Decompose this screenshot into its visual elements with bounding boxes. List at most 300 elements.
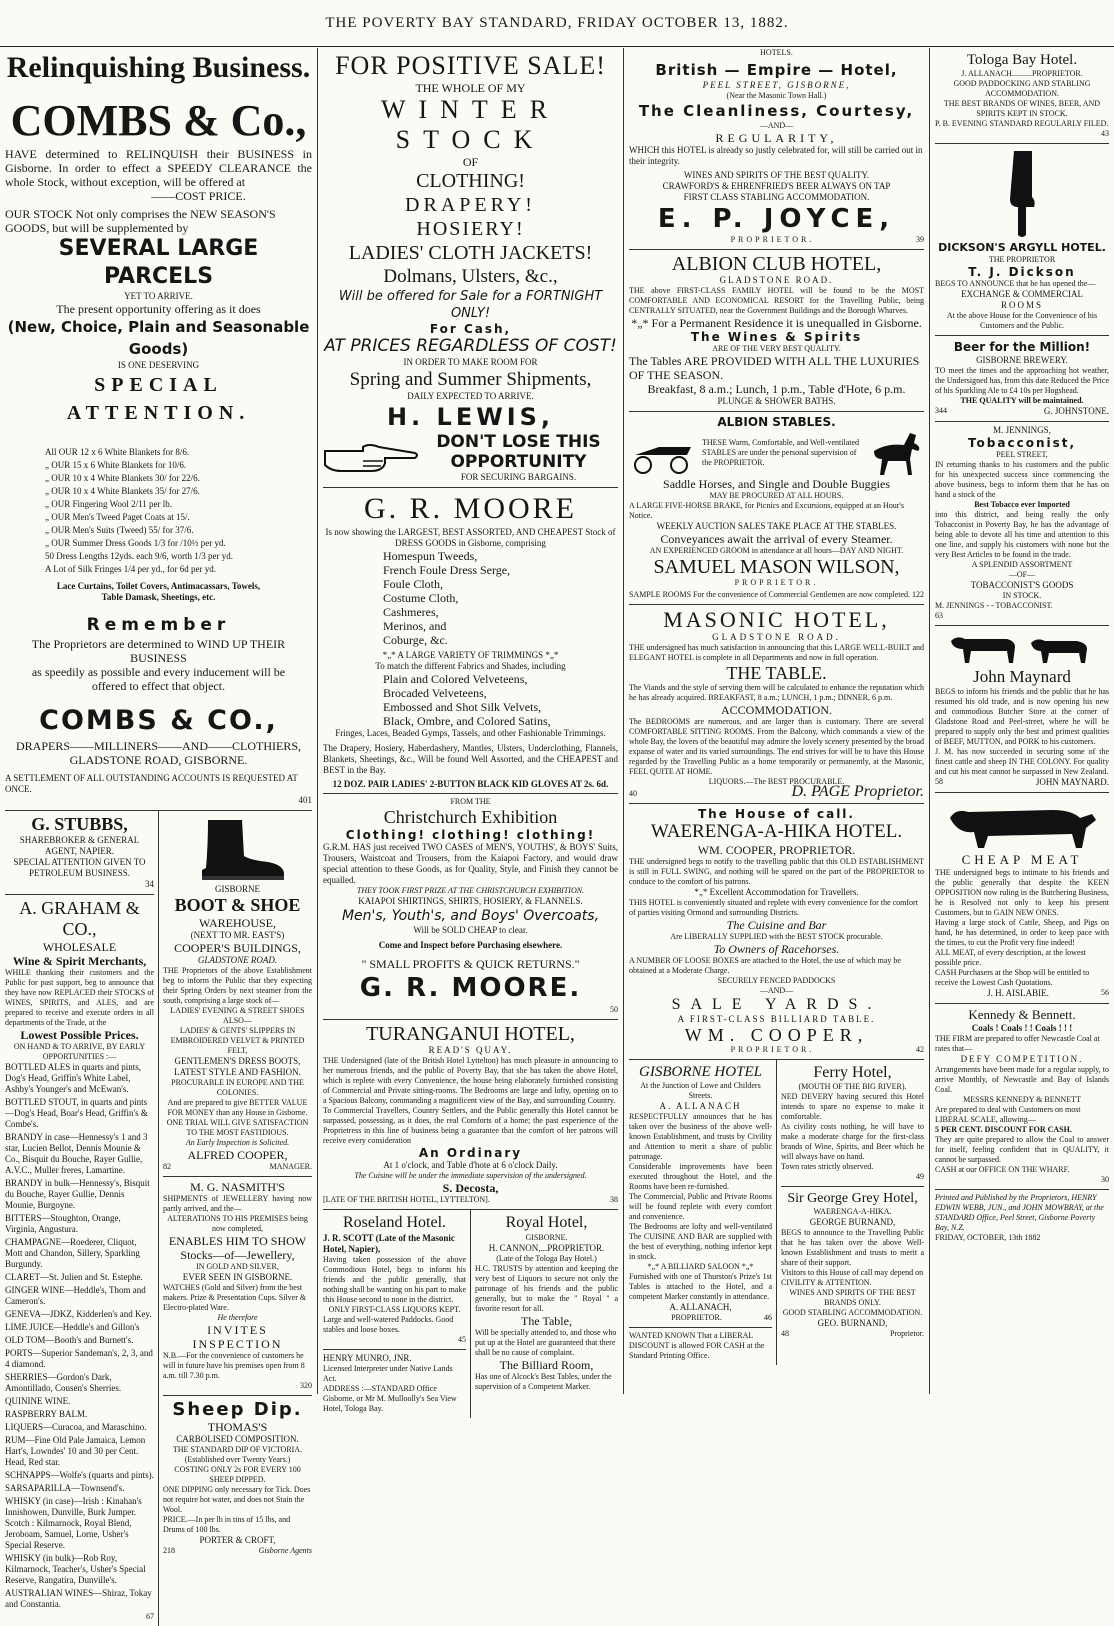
good-item: Foule Cloth,: [383, 577, 444, 591]
stables-conv: Conveyances await the arrival of every Steamer.: [660, 532, 893, 546]
ad-number: 40: [629, 789, 637, 798]
price-item: „ OUR Men's Suits (Tweed) 55/ for 37/6.: [45, 525, 194, 535]
lowest-prices: Lowest Possible Prices.: [20, 1028, 139, 1042]
cattle-icon: [947, 631, 1097, 665]
turanganui-cuisine: The Cuisine will be under the immediate supervision of the undersigned.: [354, 1171, 587, 1180]
column-1-lower: [5, 811, 312, 1626]
present-opportunity: The present opportunity offering as it does: [56, 302, 261, 316]
waerenga-supplied: Are LIBERALLY SUPPLIED with the BEST STOCK procurable.: [670, 932, 883, 941]
gisborne-name: A. ALLANACH: [659, 1101, 742, 1111]
kennedy-messrs: MESSRS KENNEDY & BENNETT: [963, 1095, 1081, 1104]
stables-body: THESE Warm, Comfortable, and Well-ventilated STABLES are under the personal supervision of the PROPRIETOR.: [702, 438, 860, 467]
sale-clothing: CLOTHING!: [416, 170, 525, 192]
munro-addr: ADDRESS :—STANDARD Office Gisborne, or Mr M. Mulloolly's Sea View Hotel, Tologa Bay.: [323, 1384, 457, 1413]
carriage-icon: [629, 431, 699, 475]
stubbs-note: SPECIAL ATTENTION GIVEN TO PETROLEUM BUSINESS.: [13, 857, 146, 878]
nasmith-gold: IN GOLD AND SILVER,: [196, 1262, 279, 1271]
price-item: „ OUR 15 x 6 White Blankets for 10/6.: [45, 460, 187, 470]
new-choice: (New, Choice, Plain and Seasonable Goods): [7, 318, 310, 358]
jennings-street: PEEL STREET,: [996, 450, 1048, 459]
ad-number: 401: [298, 795, 312, 805]
british-prop: E. P. JOYCE,: [657, 204, 896, 234]
sheep-sig: PORTER & CROFT,: [199, 1535, 276, 1545]
sale-dolmans: Dolmans, Ulsters, &c.,: [383, 266, 558, 287]
gisborne-title: GISBORNE HOTEL: [639, 1064, 762, 1080]
masonic-title: MASONIC HOTEL,: [663, 607, 890, 632]
ad-number: 320: [300, 1381, 312, 1390]
masonic-table-body: The Viands and the style of serving them will be calculated to enhance the reputation which he has already acquired. BREAKFAST, 8 a.m.; LUNCH, 1 p.m.; DINNER, 6 p.m.: [629, 683, 924, 702]
moore-variety: *„* A LARGE VARIETY OF TRIMMINGS *„*: [382, 650, 559, 660]
sheep-cost: COSTING ONLY 2s FOR EVERY 100 SHEEP DIPPED.: [174, 1465, 301, 1484]
jennings-advert: [935, 422, 1109, 626]
wind-up: as speedily as possible and every inducement will be: [31, 665, 286, 679]
cost-price: ——COST PRICE.: [151, 189, 246, 203]
kennedy-defy: DEFY COMPETITION.: [960, 1054, 1084, 1064]
wine-item: BRANDY in case—Hennessy's 1 and 3 star, Lucien Bellot, Dennis Mounie & Co., Bisquit du Bouche, Rayer Gullie, A.V.C., Muller freres, Lamartine.: [5, 1132, 148, 1175]
firm-name: COMBS & Co.,: [10, 96, 307, 145]
cheap-body-3: ALL MEAT, of every description, at the lowest possible price.: [935, 948, 1086, 967]
sheep-sub: CARBOLISED COMPOSITION.: [176, 1434, 299, 1444]
british-clean: The Cleanliness, Courtesy,: [638, 102, 915, 120]
waerenga-advert: [629, 804, 924, 1060]
roseland-title: Roseland Hotel.: [342, 1214, 447, 1231]
moore-kaiapoi: KAIAPOI SHIRTINGS, SHIRTS, HOSIERY, & FLANNELS.: [358, 896, 583, 906]
tologa-title: Tologa Bay Hotel.: [966, 52, 1078, 68]
dickson-name: T. J. Dickson: [968, 265, 1076, 279]
waerenga-title: WAERENGA-A-HIKA HOTEL.: [650, 821, 903, 842]
cheap-title: CHEAP MEAT: [961, 852, 1083, 867]
wine-item: RUM—Fine Old Pale Jamaica, Lemon Hart's, Lowndes' 10 and 30 per Cent. Head, Red star.: [5, 1435, 146, 1467]
good-item: Plain and Colored Velveteens,: [383, 672, 528, 686]
wine-item: SHERRIES—Gordon's Dark, Amontillado, Cousen's Sherries.: [5, 1372, 122, 1393]
nasmith-stocks: Stocks—of—Jewellery,: [180, 1248, 295, 1262]
waerenga-fenced: SECURELY FENCED PADDOCKS: [717, 976, 836, 985]
ad-number: 50: [610, 1005, 618, 1014]
our-stock: OUR STOCK Not only comprises the NEW SEASON'S GOODS, but will be supplemented by: [5, 207, 276, 235]
moore-cheap: Will be SOLD CHEAP to clear.: [413, 925, 528, 935]
cheap-body-2: Having a large stock of Cattle, Sheep, and Pigs on hand, he has determined, in order to keep pace with the times, to cut the Profit very fine indeed!: [935, 918, 1109, 947]
british-wines: WINES AND SPIRITS OF THE BEST QUALITY.: [683, 170, 870, 180]
cheap-sig: J. H. AISLABIE.: [987, 988, 1049, 998]
kennedy-body: THE FIRM are prepared to offer Newcastle Coal at rates that—: [935, 1034, 1100, 1053]
ad-number: 218: [163, 1546, 175, 1555]
ferry-mouth: (MOUTH OF THE BIG RIVER).: [798, 1082, 907, 1091]
sale-title: FOR POSITIVE SALE!: [335, 51, 606, 80]
good-item: Black, Ombre, and Colored Satins,: [383, 714, 551, 728]
stables-may: MAY BE PROCURED AT ALL HOURS.: [709, 491, 844, 500]
albion-club-advert: [629, 250, 924, 412]
good-item: Embossed and Shot Silk Velvets,: [383, 700, 542, 714]
moore-goods: [323, 549, 618, 647]
ferry-body-3: Town rates strictly observed.: [781, 1162, 874, 1171]
price-item: „ OUR Summer Dress Goods 1/3 for /10½ per yd.: [45, 538, 226, 548]
boot-mgr: MANAGER.: [269, 1162, 312, 1171]
wine-item: GINGER WINE—Heddle's, Thom and Cameron's.: [5, 1285, 146, 1306]
moore-clothing: Clothing! clothing! clothing!: [345, 828, 596, 842]
waerenga-and: —AND—: [759, 986, 794, 995]
firm-name-2: COMBS & CO.,: [39, 705, 278, 736]
stubbs-advert: [5, 811, 154, 895]
kennedy-discount: 5 PER CENT. DISCOUNT FOR CASH.: [935, 1125, 1072, 1134]
moore-gloves: 12 DOZ. PAIR LADIES' 2-BUTTON BLACK KID GLOVES AT 2s. 6d.: [332, 779, 609, 789]
waerenga-conv: THIS HOTEL is conveniently situated and replete with every convenience for the comfort of parties visiting Ormond and surrounding Districts.: [629, 898, 918, 917]
tologa-prop: J. ALLANACH..........PROPRIETOR.: [961, 69, 1083, 78]
left-sub-column: [5, 811, 158, 1626]
boot-body: THE Proprietors of the above Establishment beg to inform the Public that they expecting their Spring Orders by next steamer from the south, comprising a large stock of—: [163, 966, 312, 1005]
boot-line: LADIES' & GENTS' SLIPPERS IN EMBROIDERED VELVET & PRINTED FELT,: [170, 1026, 305, 1055]
boot-sub: WAREHOUSE,: [199, 916, 276, 930]
sale-of: OF: [462, 155, 479, 169]
roseland-advert: [323, 1210, 466, 1350]
roseland-body: Having taken possession of the above Commodious Hotel, begs to inform his friends and the public generally, that nothing shall be wanting on his part to make this House second to none in the district.: [323, 1255, 466, 1304]
grey-wines: WINES AND SPIRITS OF THE BEST BRANDS ONLY.: [789, 1288, 916, 1307]
wine-item: LIQUERS—Curacoa, and Maraschino.: [5, 1422, 147, 1432]
kennedy-body-3: Are prepared to deal with Customers on most LIBERAL SCALE, allowing—: [935, 1105, 1081, 1124]
roseland-yards: Large and well-watered Paddocks. Good stables and loose boxes.: [323, 1315, 454, 1334]
nasmith-inspection: INVITES INSPECTION: [192, 1323, 283, 1351]
masonic-liquors: LIQUORS.—The BEST PROCURABLE.: [708, 777, 845, 786]
maynard-body: BEGS to inform his friends and the public that he has resumed his old trade, and is now opening his new and commodious Butcher Store at the corner of Gladstone Road and Peel-street, where he will be prepared to supply only the best and primest qualities of BEEF, MUTTON, and PORK to his customers.: [935, 687, 1109, 746]
sale-spring: Spring and Summer Shipments,: [349, 369, 592, 390]
good-item: Costume Cloth,: [383, 591, 459, 605]
price-item: „ OUR Men's Tweed Paget Coats at 15/.: [45, 512, 190, 522]
stables-saddle: Saddle Horses, and Single and Double Buggies: [663, 477, 890, 491]
waerenga-body: THE undersigned begs to notify to the travelling public that this OLD ESTABLISHMENT is still in FULL SWING, and nothing will be spared on the part of the PROPRIETOR to conduce to the comfort of his patrons.: [629, 857, 924, 886]
grey-advert: [781, 1187, 924, 1343]
sale-offered: Will be offered for Sale for a FORTNIGHT ONLY!: [338, 289, 603, 321]
graham-name: A. GRAHAM & CO.,: [19, 898, 140, 939]
pointing-hand-icon: [323, 441, 419, 475]
good-item: French Foule Dress Serge,: [383, 563, 511, 577]
albion-wq: ARE OF THE VERY BEST QUALITY.: [712, 344, 841, 353]
wine-item: BRANDY in bulk—Hennessy's, Bisquit du Bouche, Rayer Gullie, Dennis Mounie, Burgoyne.: [5, 1178, 150, 1210]
sheep-price: PRICE.—In per lb in tins of 15 lbs, and Drums of 100 lbs.: [163, 1515, 291, 1534]
grey-sig: GEO. BURNAND,: [817, 1318, 888, 1328]
nasmith-ever: EVER SEEN IN GISBORNE.: [182, 1272, 293, 1282]
waerenga-excellent: *„* Excellent Accommodation for Travellers.: [694, 887, 859, 897]
column-3: [624, 48, 930, 1394]
nasmith-advert: [163, 1177, 312, 1396]
stubbs-role: SHAREBROKER & GENERAL AGENT, NAPIER.: [19, 835, 140, 856]
wine-item: QUININE WINE.: [5, 1396, 71, 1406]
beer-title: Beer for the Million!: [953, 340, 1091, 354]
waerenga-billiard: A FIRST-CLASS BILLIARD TABLE.: [677, 1014, 876, 1024]
good-item: Brocaded Velveteens,: [383, 686, 487, 700]
grey-visitors: Visitors to this House of call may depend on CIVILITY & ATTENTION.: [781, 1268, 924, 1287]
combs-advert: [5, 48, 312, 811]
royal-table-body: Will be specially attended to, and those who put up at the Hotel are guaranteed that there shall be no cause of complaint.: [475, 1328, 617, 1357]
sale-daily: DAILY EXPECTED TO ARRIVE.: [407, 391, 534, 401]
ad-number: 39: [916, 235, 924, 244]
roseland-liquors: ONLY FIRST-CLASS LIQUORS KEPT.: [328, 1305, 461, 1314]
stables-weekly: WEEKLY AUCTION SALES TAKE PLACE AT THE STABLES.: [656, 521, 897, 531]
graham-merch: Wine & Spirit Merchants,: [12, 954, 147, 968]
gisborne-proprietor: PROPRIETOR.: [671, 1313, 722, 1322]
nasmith-nb: N.B.—For the convenience of customers he will in future have his premises open from 8 a.m. till 7.30 p.m.: [163, 1351, 305, 1380]
moore-match: To match the different Fabrics and Shades, including: [375, 661, 566, 671]
ad-number: 67: [146, 1612, 154, 1621]
royal-billiard: The Billiard Room,: [499, 1358, 594, 1372]
boot-line: GENTLEMEN'S DRESS BOOTS, LATEST STYLE AND FASHION.: [174, 1056, 301, 1077]
moore-name-2: G. R. MOORE.: [359, 973, 582, 1003]
jennings-best: Best Tobacco ever Imported: [974, 500, 1070, 509]
jennings-title: Tobacconist,: [967, 436, 1077, 450]
ad-number: 49: [916, 1172, 924, 1181]
wine-item: PORTS—Superior Sandeman's, 2, 3, and 4 diamond.: [5, 1348, 153, 1369]
moore-overcoats: Men's, Youth's, and Boys' Overcoats,: [341, 908, 600, 924]
wine-item: BOTTLED STOUT, in quarts and pints—Dog's Head, Boar's Head, Griffin's & Combe's.: [5, 1097, 148, 1129]
royal-town: GISBORNE.: [525, 1233, 568, 1242]
royal-billiard-body: Has one of Alcock's Best Tables, under the supervision of a Competent Marker.: [475, 1372, 612, 1391]
british-title: British — Empire — Hotel,: [655, 61, 898, 79]
british-proprietor: PROPRIETOR.: [730, 235, 815, 244]
dickson-body: BEGS TO ANNOUNCE that he has opened the—: [935, 279, 1096, 288]
masonic-sig: D. PAGE Proprietor.: [791, 783, 924, 800]
albion-tables: The Tables ARE PROVIDED WITH ALL THE LUXURIES OF THE SEASON.: [629, 354, 920, 382]
sale-whole: THE WHOLE OF MY: [415, 81, 526, 95]
kennedy-body-2: Arrangements have been made for a regular supply, to arrive Monthly, of Newcastle and Bay of Islands Coal.: [935, 1065, 1109, 1094]
good-item: Coburge, &c.: [383, 633, 448, 647]
wind-up: The Proprietors are determined to WIND UP THEIR BUSINESS: [31, 637, 286, 665]
hotels-heading: HOTELS.: [760, 48, 793, 57]
stables-brake: A LARGE FIVE-HORSE BRAKE, for Picnics and Excursions, equipped at an Hour's Notice.: [629, 501, 904, 520]
royal-table: The Table,: [521, 1314, 572, 1328]
moore-small: " SMALL PROFITS & QUICK RETURNS.": [361, 957, 580, 971]
masonic-acc-body: The BEDROOMS are numerous, and are larger than is customary. There are several COMFORTABLE SITTING ROOMS. From the Balcony, which commands a view of the whole Bay, the lovers of the beautiful may admire the lovely scenery presented by the broad expanse of water and its varied surroundings. The end strives for will be to have this House regarded by the Travelling Public as a home temporarily or permanently, at the Masonic, FEEL QUITE AT HOME.: [629, 717, 924, 776]
goods-line: Table Damask, Sheetings, etc.: [101, 592, 216, 602]
albion-perm: *„* For a Permanent Residence it is unequalled in Gisborne.: [631, 316, 922, 330]
nasmith-body: SHIPMENTS of JEWELLERY having now partly arrived, and the—: [163, 1194, 312, 1213]
albion-wines: The Wines & Spirits: [690, 330, 863, 344]
moore-grm: G.R.M. HAS just received TWO CASES of MEN'S, YOUTHS', & BOYS' Suits, Trousers, Waistcoat and Trousers, from the Kaiapoi Factory, and would draw special attention to these Goods, as for Quality, Style, and Finish they cannot be equalled.: [323, 842, 618, 885]
stables-groom: AN EXPERIENCED GROOM in attendance at all hours—DAY AND NIGHT.: [649, 546, 904, 555]
nasmith-name: M. G. NASMITH'S: [190, 1180, 285, 1194]
royal-prop: H. CANNON,...PROPRIETOR.: [488, 1243, 605, 1253]
yet-to-arrive: YET TO ARRIVE.: [124, 291, 193, 301]
price-list: [5, 427, 312, 581]
imprint-date: FRIDAY, OCTOBER, 13th 1882: [935, 1233, 1041, 1242]
cheap-body: THE undersigned begs to intimate to his friends and the public generally that despite the KEEN OPPOSITION now ruling in the Butchering Business, he is Resolved not only to keep his present Customers, but to GAIN NEW ONES.: [935, 868, 1109, 917]
cheap-body-4: CASH Purchasers at the Shop will be entitled to receive the Lowest Cash Quotations.: [935, 968, 1090, 987]
royal-late: (Late of the Tologa Bay Hotel.): [496, 1254, 597, 1263]
tologa-filed: P. B. EVENING STANDARD REGULARLY FILED.: [935, 119, 1109, 128]
ad-number: 58: [935, 777, 943, 786]
masonic-acc: ACCOMMODATION.: [720, 703, 832, 717]
ad-number: 30: [1101, 1175, 1109, 1184]
wine-item: SARSAPARILLA—Townsend's.: [5, 1483, 125, 1493]
sheep-dip-advert: [163, 1396, 312, 1560]
turanganui-body: THE Undersigned (late of the British Hotel Lyttelton) has much pleasure in announcing to her numerous friends, and the public of Poverty Bay, that she has taken the above Hotel, which is replete with every Convenience, the house being elaborately furnished consisting of Commercial and Private sitting-rooms. The Bedrooms are large and lofty, opening on to a Spacious Balcony, commanding a magnificent view of the Bay, and surrounding Country.: [323, 1056, 618, 1105]
gisborne-body-4: The Bedrooms are lofty and well-ventilated The CUISINE AND BAR are supplied with the best of everything, nothing inferior kept in stock.: [629, 1222, 772, 1261]
wine-item: BITTERS—Stoughton, Orange, Virginia, Angustura.: [5, 1213, 121, 1234]
waerenga-sale: SALE YARDS.: [671, 996, 882, 1013]
british-near: (Near the Masonic Town Hall.): [726, 91, 827, 100]
price-item: „ OUR Fingering Wool 2/11 per lb.: [45, 499, 173, 509]
gisborne-body-5: Furnished with one of Thurston's Prize's 1st Tables is attached to the Hotel, and a competent Marker constantly in attendance.: [629, 1272, 772, 1301]
tologa-advert: [935, 48, 1109, 144]
settlement: A SETTLEMENT OF ALL OUTSTANDING ACCOUNTS IS REQUESTED AT ONCE.: [5, 773, 298, 794]
ad-number: 122: [912, 590, 924, 599]
pointing-hand-down-icon: [1002, 149, 1042, 239]
stables-title: ALBION STABLES.: [717, 415, 836, 429]
albion-title: ALBION CLUB HOTEL,: [671, 253, 882, 275]
turanganui-at: At 1 o'clock, and Table d'hote at 6 o'clock Daily.: [383, 1160, 558, 1170]
deserving: IS ONE DESERVING: [117, 360, 200, 370]
jennings-name: M. JENNINGS,: [993, 425, 1051, 435]
turanganui-sub: READ'S QUAY.: [428, 1045, 513, 1055]
british-reg: REGULARITY,: [715, 131, 838, 145]
sale-ladies: LADIES' CLOTH JACKETS!: [348, 242, 593, 264]
wine-item: RASPBERRY BALM.: [5, 1409, 88, 1419]
gisborne-junction: At the Junction of Lowe and Childers Streets.: [640, 1081, 761, 1100]
sale-room: IN ORDER TO MAKE ROOM FOR: [403, 357, 538, 367]
nasmith-watches: WATCHES (Gold and Silver) from the best makers. Prize & Presentation Cups. Silver & Electro-plated Ware.: [163, 1283, 307, 1312]
turanganui-sig: S. Decosta,: [442, 1181, 499, 1195]
jennings-sig: M. JENNINGS - - TOBACCONIST.: [935, 601, 1053, 610]
on-hand: ON HAND & TO ARRIVE, BY EARLY OPPORTUNITIES :—: [13, 1042, 146, 1061]
kennedy-advert: [935, 1004, 1109, 1190]
stubbs-name: G. STUBBS,: [31, 814, 128, 834]
stables-proprietor: PROPRIETOR.: [734, 578, 819, 587]
jennings-splendid: A SPLENDID ASSORTMENT: [971, 560, 1073, 569]
kennedy-office: CASH at our OFFICE ON THE WHARF.: [935, 1165, 1070, 1174]
graham-advert: [5, 895, 154, 1626]
imprint: [935, 1190, 1109, 1243]
brewery-advert: [935, 336, 1109, 422]
turanganui-advert: [323, 1020, 618, 1210]
right-sub-column: [158, 811, 312, 1626]
ad-number: 38: [610, 1195, 618, 1204]
jennings-goods: TOBACCONIST'S GOODS: [970, 580, 1074, 590]
dont-lose: DON'T LOSE THIS OPPORTUNITY: [436, 432, 601, 472]
jennings-of: —OF—: [1008, 570, 1036, 579]
moore-advert: [323, 488, 618, 1020]
ad-number: 34: [145, 879, 154, 889]
brewery-quality: THE QUALITY will be maintained.: [960, 396, 1084, 405]
boot-town: GISBORNE: [214, 884, 260, 894]
good-item: Cashmeres,: [383, 605, 439, 619]
sheep-std: THE STANDARD DIP OF VICTORIA.: [172, 1445, 303, 1454]
turanganui-ordinary: An Ordinary: [418, 1146, 523, 1160]
masthead: THE POVERTY BAY STANDARD, FRIDAY OCTOBER 13, 1882.: [0, 0, 1114, 47]
wine-item: CHAMPAGNE—Roederer, Cliquot, Mott and Chandon, Sillery, Sparkling Burgundy.: [5, 1237, 140, 1269]
brewery-body: TO meet the times and the approaching hot weather, the Undersigned has, from this date Reduced the Price of his Sparkling Ale to £4 10s per Hogshead.: [935, 366, 1109, 395]
british-street: PEEL STREET, GISBORNE,: [702, 80, 851, 90]
waerenga-sig: WM. COOPER,: [684, 1025, 869, 1045]
british-stable: FIRST CLASS STABLING ACCOMMODATION.: [683, 192, 870, 202]
dickson-advert: [935, 144, 1109, 336]
jennings-body-2: into this district, and being really the only Tobacconist in Poverty Bay, he has the advantage of being able to devote all his time and attention to this one line, and supply his customers with none but the very Best Articles to be found in the trade.: [935, 510, 1109, 559]
waerenga-call: The House of call.: [698, 807, 855, 821]
graham-list: [5, 1062, 154, 1610]
turanganui-late: [LATE OF THE BRITISH HOTEL, LYTTELTON].: [323, 1195, 490, 1204]
wine-item: CLARET—St. Julien and St. Estephe.: [5, 1272, 143, 1282]
brewery-name: GISBORNE BREWERY.: [976, 355, 1068, 365]
moore-name: G. R. MOORE: [363, 492, 577, 525]
sheep-agent: Gisborne Agents: [258, 1546, 312, 1555]
price-item: A Lot of Silk Fringes 1/4 per yd., for 6d per yd.: [45, 564, 216, 574]
boot-line: ALSO—: [223, 1016, 252, 1025]
dickson-title: DICKSON'S ARGYLL HOTEL.: [938, 241, 1106, 254]
nasmith-enables: ENABLES HIM TO SHOW: [168, 1234, 307, 1248]
dickson-exch: EXCHANGE & COMMERCIAL: [960, 289, 1083, 299]
column-1: [0, 48, 318, 1621]
british-empire-advert: [629, 58, 924, 250]
horse-icon: [866, 429, 924, 477]
boot-road: GLADSTONE ROAD.: [197, 955, 278, 965]
roseland-jr: J. R. SCOTT (Late of the Masonic Hotel, Napier),: [323, 1233, 455, 1254]
price-item: 50 Dress Lengths 12yds. each 9/6, worth 1/3 per yd.: [45, 551, 233, 561]
moore-fringes: Fringes, Laces, Beaded Gymps, Tassels, and other Fashionable Trimmings.: [335, 728, 606, 738]
address: GLADSTONE ROAD, GISBORNE.: [69, 753, 248, 767]
ad-number: 56: [1101, 988, 1109, 997]
column-2: [318, 48, 624, 1413]
trades: DRAPERS——MILLINERS——AND——CLOTHIERS,: [15, 739, 301, 753]
boot-line: And are prepared to give BETTER VALUE FOR MONEY than any House in Gisborne.: [167, 1098, 308, 1117]
ad-title: Relinquishing Business.: [6, 51, 311, 84]
kennedy-coals: Coals ! Coals ! ! Coals ! ! !: [971, 1023, 1073, 1033]
grey-name: GEORGE BURNAND,: [809, 1217, 896, 1227]
masonic-table: THE TABLE.: [726, 663, 827, 683]
sale-winter: WINTER STOCK: [380, 95, 561, 154]
wine-item: GENEVA—JDKZ, Kidderlen's and Key.: [5, 1309, 152, 1319]
stables-sample: SAMPLE ROOMS For the convenience of Commercial Gentlemen are now completed.: [629, 590, 911, 599]
ad-number: 42: [916, 1045, 924, 1054]
boot-icon: [188, 816, 288, 882]
maynard-title: John Maynard: [973, 667, 1071, 686]
british-which: WHICH this HOTEL is already so justly celebrated for, will still be carried out in their integrity.: [629, 145, 923, 166]
column-2-lower: [323, 1210, 618, 1418]
gisborne-hotel-advert: [629, 1060, 772, 1328]
lewis-advert: [323, 48, 618, 488]
gisborne-body: RESPECTFULLY announces that he has taken over the business of the above well-known Establishment, and trusts by Civility and Attention to merit a share of public patronage.: [629, 1112, 772, 1161]
royal-title: Royal Hotel,: [505, 1214, 588, 1231]
british-and: —AND—: [759, 121, 794, 130]
albion-stables-advert: [629, 412, 924, 605]
wine-item: WHISKY (in case)—Irish : Kinahan's Innishowen, Dunville, Burk Jumper. Scotch : Kilmarnock, Royal Blend, Jeroboam, Samuel, Lorne, Usher's Special Reserve.: [5, 1496, 142, 1550]
ad-number: 48: [781, 1329, 789, 1338]
ad-number: 63: [935, 611, 943, 620]
gisborne-body-2: Considerable improvements have been executed throughout the Hotel, and the Rooms have been re-furnished.: [629, 1162, 772, 1191]
moore-from: FROM THE: [450, 797, 491, 806]
sheep-name: THOMAS'S: [207, 1420, 268, 1434]
securing: FOR SECURING BARGAINS.: [460, 472, 577, 482]
price-item: All OUR 12 x 6 White Blankets for 8/6.: [45, 447, 190, 457]
column-4: [930, 48, 1114, 1394]
special-attention: SPECIAL ATTENTION.: [66, 374, 251, 424]
graham-sub: WHOLESALE: [42, 940, 117, 954]
turanganui-body-2: To Commercial Travellers, Country Settlers, and the Public generally this Hotel cannot be surpassed, possessing, as it does, the real Comforts of a home; the past experience of the Proprietress in this line of business being a guarantee that the comfort of her patrons will receive every consideration: [323, 1106, 618, 1145]
nasmith-alt: ALTERATIONS TO HIS PREMISES being now completed,: [167, 1214, 308, 1233]
jennings-body: IN returning thanks to his customers and the public for his unexpected success since commencing the above business, begs to inform them that he has on hand a stock of the: [935, 460, 1109, 499]
waerenga-cuisine: The Cuisine and Bar: [726, 918, 827, 932]
grey-town: WAERENGA-A-HIKA.: [813, 1207, 892, 1216]
ox-icon: [942, 798, 1102, 850]
wanted-advert: [629, 1328, 772, 1365]
masonic-body: THE undersigned has much satisfaction in announcing that this LARGE WELL-BUILT and ELEGANT HOTEL is complete in all Departments and now in full operation.: [629, 643, 924, 662]
ferry-advert: [781, 1060, 924, 1187]
dickson-the: THE PROPRIETOR: [988, 255, 1056, 264]
grey-proprietor: Proprietor.: [890, 1329, 924, 1338]
boot-line: PROCURABLE IN EUROPE AND THE COLONIES.: [171, 1078, 304, 1097]
brewery-sig: G. JOHNSTONE.: [1043, 406, 1109, 416]
jennings-stock: IN STOCK.: [1002, 591, 1042, 600]
boot-next: (NEXT TO MR. EAST'S): [190, 930, 285, 940]
maynard-advert: [935, 626, 1109, 793]
wine-item: WHISKY (in bulk)—Rob Roy, Kilmarnock, Teacher's, Usher's Special Reserve, Rangatira, Dunville's.: [5, 1553, 146, 1585]
sale-drapery: DRAPERY!: [405, 194, 536, 216]
nasmith-invites: He therefore: [217, 1313, 258, 1322]
